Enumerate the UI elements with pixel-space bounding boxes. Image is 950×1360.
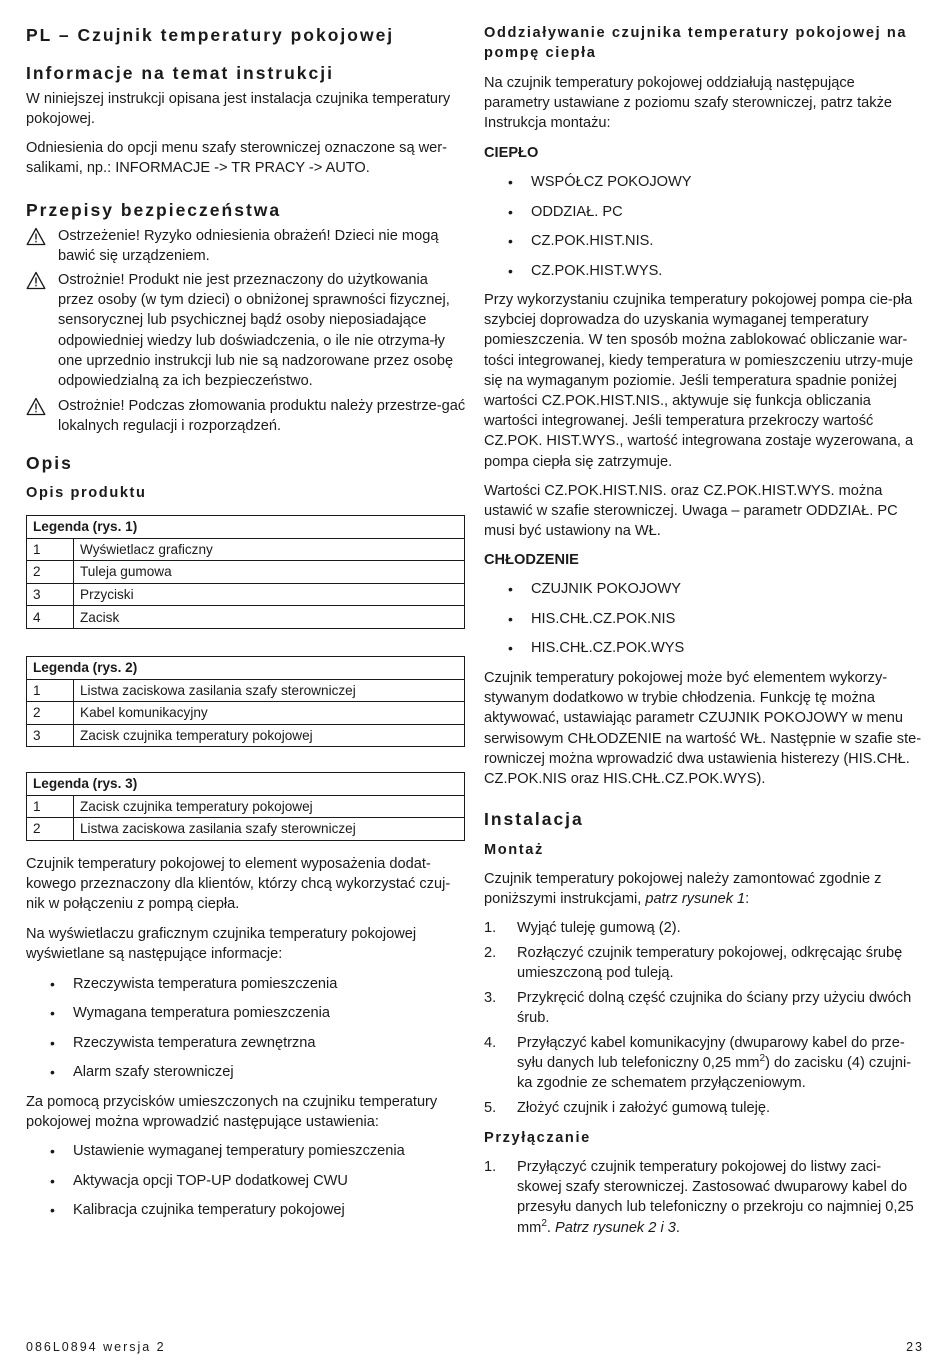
legend-label: Listwa zaciskowa zasilania szafy sterowniczej [74, 818, 465, 841]
legend-number: 1 [27, 795, 74, 818]
legend-label: Zacisk [74, 606, 465, 629]
list-item: • HIS.CHŁ.CZ.POK.NIS [508, 611, 676, 627]
list-item: • Ustawienie wymaganej temperatury pomieszczenia [50, 1143, 405, 1159]
legend-number: 1 [27, 538, 74, 561]
safety-heading: Przepisy bezpieczeństwa [26, 200, 282, 220]
table-row [27, 583, 465, 606]
list-item: 4. Przyłączyć kabel komunikacyjny (dwuparowy kabel do prze-syłu danych lub telefoniczny 0,25 $mm^2$) do zacisku (4) czujni-ka zgodnie ze schematem przyłączeniowym. [484, 1035, 912, 1092]
table-row [27, 724, 465, 747]
effect-paragraph-2: Przy wykorzystaniu czujnika temperatury pokojowej pompa cie-pła szybciej doprowadza do uzyskania wymaganej temperatury pomieszczenia. W ten sposób można zablokować obliczanie war-tości integrowanej, kiedy temperatura w pomieszczeniu utrzy-muje się na wymaganym poziomie. Jeśli temperatura spadnie poniżej wartości CZ.POK.HIST.NIS., aktywuje się funkcja obliczania wartości integrowanej. Jeśli temperatura przekroczy wartość CZ.POK. HIST.WYS., wartość integrowana zostaje wyzerowana, a pompa ciepła się zatrzymuje. [484, 292, 914, 470]
table-row [27, 606, 465, 629]
cool-heading: CHŁODZENIE [484, 552, 579, 568]
table-row [27, 679, 465, 702]
list-item: • WSPÓŁCZ POKOJOWY [508, 174, 692, 190]
warning-triangle-icon [26, 227, 46, 246]
heat-heading: CIEPŁO [484, 145, 539, 161]
warning-triangle-icon [26, 397, 46, 416]
table-row [27, 795, 465, 818]
legend-table-3 [26, 772, 465, 841]
legend-label: Tuleja gumowa [74, 561, 465, 584]
legend-label: Listwa zaciskowa zasilania szafy sterowniczej [74, 679, 465, 702]
list-item: 2. Rozłączyć czujnik temperatury pokojowej, odkręcając śrubę umieszczoną pod tuleją. [484, 945, 903, 982]
warning-text: Ostrożnie! Podczas złomowania produktu należy przestrze-gać lokalnych regulacji i rozporządzeń. [58, 398, 466, 435]
legend-title: Legenda (rys. 2) [27, 657, 465, 680]
legend-number: 3 [27, 724, 74, 747]
legend-table-1 [26, 515, 465, 629]
warning-text: Ostrzeżenie! Ryzyko odniesienia obrażeń! Dzieci nie mogą bawić się urządzeniem. [58, 228, 439, 265]
legend-title: Legenda (rys. 3) [27, 773, 465, 796]
warning-2 [26, 270, 466, 391]
list-item: • Rzeczywista temperatura pomieszczenia [50, 976, 338, 992]
legend-number: 4 [27, 606, 74, 629]
table-row [27, 538, 465, 561]
page-title: PL – Czujnik temperatury pokojowej [26, 25, 395, 45]
list-item: • Alarm szafy sterowniczej [50, 1064, 234, 1080]
legend-title: Legenda (rys. 1) [27, 516, 465, 539]
list-item: • HIS.CHŁ.CZ.POK.WYS [508, 640, 685, 656]
list-item: • CZ.POK.HIST.NIS. [508, 233, 654, 249]
opis-heading: Opis [26, 453, 73, 473]
install-heading: Instalacja [484, 809, 584, 829]
figure-reference: Patrz rysunek 2 i 3 [555, 1219, 676, 1236]
list-item: • CZUJNIK POKOJOWY [508, 581, 681, 597]
legend-label: Kabel komunikacyjny [74, 702, 465, 725]
list-item: • Aktywacja opcji TOP-UP dodatkowej CWU [50, 1173, 348, 1189]
legend-label: Przyciski [74, 583, 465, 606]
footer-page-number: 23 [906, 1340, 924, 1354]
list-item: • CZ.POK.HIST.WYS. [508, 263, 663, 279]
info-paragraph-1: W niniejszej instrukcji opisana jest instalacja czujnika temperatury pokojowej. [26, 91, 451, 128]
connect-heading: Przyłączanie [484, 1130, 591, 1146]
mount-heading: Montaż [484, 842, 544, 858]
description-paragraph-2: Na wyświetlaczu graficznym czujnika temperatury pokojowej wyświetlane są następujące informacje: [26, 926, 417, 963]
legend-number: 2 [27, 561, 74, 584]
table-row [27, 702, 465, 725]
list-item: • ODDZIAŁ. PC [508, 204, 623, 220]
list-item: 3. Przykręcić dolną część czujnika do ściany przy użyciu dwóch śrub. [484, 990, 912, 1027]
list-item: • Rzeczywista temperatura zewnętrzna [50, 1035, 316, 1051]
mount-intro: Czujnik temperatury pokojowej należy zamontować zgodnie z poniższymi instrukcjami, patrz rysunek 1: [484, 871, 882, 908]
opis-produktu-heading: Opis produktu [26, 485, 147, 501]
legend-number: 3 [27, 583, 74, 606]
legend-label: Wyświetlacz graficzny [74, 538, 465, 561]
effect-paragraph-1: Na czujnik temperatury pokojowej oddziałują następujące parametry ustawiane z poziomu szafy sterowniczej, patrz także Instrukcja montażu: [484, 75, 892, 132]
list-item: 5. Złożyć czujnik i założyć gumową tuleję. [484, 1100, 771, 1116]
legend-label: Zacisk czujnika temperatury pokojowej [74, 724, 465, 747]
list-item: 1. Przyłączyć czujnik temperatury pokojowej do listwy zaci-skowej szafy sterowniczej. Zastosować dwuparowy kabel do przesyłu danych lub telefoniczny o przekroju co najmniej 0,25 $mm^2$. Patrz rysunek 2 i 3. [484, 1159, 914, 1236]
list-item: • Kalibracja czujnika temperatury pokojowej [50, 1202, 345, 1218]
legend-number: 2 [27, 818, 74, 841]
list-item: • Wymagana temperatura pomieszczenia [50, 1005, 331, 1021]
warning-3 [26, 396, 466, 436]
effect-heading: Oddziaływanie czujnika temperatury pokojowej na pompę ciepła [484, 25, 908, 61]
legend-table-2 [26, 656, 465, 747]
info-heading: Informacje na temat instrukcji [26, 63, 334, 83]
cool-paragraph: Czujnik temperatury pokojowej może być elementem wykorzy-stywanym dodatkowo w trybie chłodzenia. Funkcję tę można aktywować, ustawiając parametr CZUJNIK POKOJOWY w menu serwisowym CHŁODZENIE na wartość WŁ. Następnie w szafie ste-rowniczej można wprowadzić dwa ustawienia histerezy (HIS.CHŁ. CZ.POK.NIS oraz HIS.CHŁ.CZ.POK.WYS). [484, 670, 922, 788]
list-item: 1. Wyjąć tuleję gumową (2). [484, 920, 681, 936]
legend-label: Zacisk czujnika temperatury pokojowej [74, 795, 465, 818]
warning-1 [26, 226, 466, 266]
table-row [27, 818, 465, 841]
table-row [27, 561, 465, 584]
description-paragraph-3: Za pomocą przycisków umieszczonych na czujniku temperatury pokojowej można wprowadzić następujące ustawienia: [26, 1094, 438, 1131]
effect-paragraph-3: Wartości CZ.POK.HIST.NIS. oraz CZ.POK.HIST.WYS. można ustawić w szafie sterowniczej. Uwaga – parametr ODDZIAŁ. PC musi być ustawiony na WŁ. [484, 483, 898, 540]
description-paragraph-1: Czujnik temperatury pokojowej to element wyposażenia dodat-kowego przeznaczony dla klientów, którzy chcą wykorzystać czuj-nik w połączeniu z pompą ciepła. [26, 856, 451, 913]
footer-document-code: 086L0894 wersja 2 [26, 1340, 166, 1354]
warning-triangle-icon [26, 271, 46, 290]
figure-reference: patrz rysunek 1 [645, 891, 746, 908]
legend-number: 2 [27, 702, 74, 725]
info-paragraph-2: Odniesienia do opcji menu szafy sterowniczej oznaczone są wer-salikami, np.: INFORMACJE -> TR PRACY -> AUTO. [26, 140, 447, 177]
legend-number: 1 [27, 679, 74, 702]
warning-text: Ostrożnie! Produkt nie jest przeznaczony do użytkowania przez osoby (w tym dzieci) o obniżonej sprawności fizycznej, sensorycznej lub psychicznej bądź osoby nieposiadające odpowiedniej wiedzy lub doświadczenia, o ile nie otrzyma-ły one uprzednio instrukcji lub nie są nadzorowane przez osobę odpowiedzialną za ich bezpieczeństwo. [58, 272, 454, 390]
